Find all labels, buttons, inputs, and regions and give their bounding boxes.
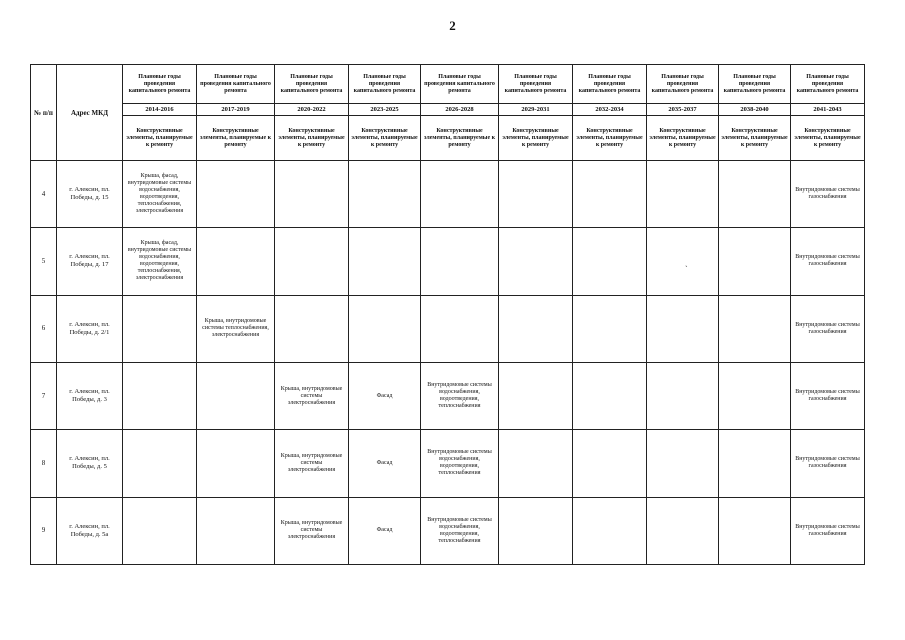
- header-period: 2032-2034: [573, 104, 647, 116]
- table-cell: Внутридомовые системы газоснабжения: [791, 430, 865, 497]
- table-cell: [499, 228, 573, 295]
- header-elements: Конструктивные элементы, планируемые к ремонту: [647, 116, 719, 161]
- table-cell: Внутридомовые системы газоснабжения: [791, 295, 865, 362]
- header-elements: Конструктивные элементы, планируемые к ремонту: [421, 116, 499, 161]
- table-cell: Внутридомовые системы газоснабжения: [791, 497, 865, 564]
- table-cell: Крыша, внутридомовые системы теплоснабжения, электроснабжения: [197, 295, 275, 362]
- table-cell: [647, 295, 719, 362]
- table-cell: Фасад: [349, 362, 421, 429]
- table-cell: [499, 497, 573, 564]
- table-cell: [123, 430, 197, 497]
- table-cell: Крыша, внутридомовые системы электроснабжения: [275, 430, 349, 497]
- header-plan-years: Плановые годы проведения капитального ремонта: [349, 65, 421, 104]
- table-cell: [275, 295, 349, 362]
- header-number: № п/п: [31, 65, 57, 161]
- table-cell: [647, 161, 719, 228]
- header-period: 2023-2025: [349, 104, 421, 116]
- table-cell: Внутридомовые системы водоснабжения, водоотведения, теплоснабжения: [421, 497, 499, 564]
- header-elements: Конструктивные элементы, планируемые к ремонту: [499, 116, 573, 161]
- table-cell: [349, 161, 421, 228]
- table-cell: [719, 228, 791, 295]
- header-row-periods: [31, 104, 865, 116]
- table-cell: [719, 295, 791, 362]
- header-row-elements: [31, 116, 865, 161]
- header-period: 2014-2016: [123, 104, 197, 116]
- table-cell: Крыша, внутридомовые системы электроснабжения: [275, 497, 349, 564]
- table-cell: [275, 161, 349, 228]
- table-cell: Внутридомовые системы водоснабжения, водоотведения, теплоснабжения: [421, 430, 499, 497]
- scan-speck: ˎ: [685, 258, 688, 267]
- row-number: 5: [31, 228, 57, 295]
- table-cell: [719, 497, 791, 564]
- table-cell: [197, 362, 275, 429]
- row-number: 9: [31, 497, 57, 564]
- header-plan-years: Плановые годы проведения капитального ремонта: [421, 65, 499, 104]
- table-row: [31, 430, 865, 497]
- table-cell: [499, 362, 573, 429]
- table-cell: [197, 161, 275, 228]
- header-period: 2038-2040: [719, 104, 791, 116]
- table-cell: [647, 362, 719, 429]
- table-cell: Внутридомовые системы водоснабжения, водоотведения, теплоснабжения: [421, 362, 499, 429]
- table-cell: [573, 362, 647, 429]
- table-cell: [719, 362, 791, 429]
- page-number: 2: [449, 18, 456, 33]
- header-elements: Конструктивные элементы, планируемые к ремонту: [197, 116, 275, 161]
- header-plan-years: Плановые годы проведения капитального ремонта: [275, 65, 349, 104]
- row-address: г. Алексин, пл. Победы, д. 5а: [57, 497, 123, 564]
- table-cell: [421, 161, 499, 228]
- header-period: 2029-2031: [499, 104, 573, 116]
- header-period: 2026-2028: [421, 104, 499, 116]
- table-row: [31, 295, 865, 362]
- table-cell: [499, 295, 573, 362]
- table-cell: [499, 430, 573, 497]
- table-cell: [499, 161, 573, 228]
- table-cell: Крыша, фасад, внутридомовые системы водоснабжения, водоотведения, теплоснабжения, электроснабжения: [123, 228, 197, 295]
- row-number: 4: [31, 161, 57, 228]
- table-cell: [123, 497, 197, 564]
- header-elements: Конструктивные элементы, планируемые к ремонту: [573, 116, 647, 161]
- repair-schedule-table: [30, 64, 865, 565]
- table-cell: [421, 228, 499, 295]
- header-plan-years: Плановые годы проведения капитального ремонта: [499, 65, 573, 104]
- header-plan-years: Плановые годы проведения капитального ремонта: [573, 65, 647, 104]
- header-elements: Конструктивные элементы, планируемые к ремонту: [349, 116, 421, 161]
- table-row: [31, 161, 865, 228]
- table-cell: Фасад: [349, 430, 421, 497]
- table-cell: [123, 362, 197, 429]
- header-elements: Конструктивные элементы, планируемые к ремонту: [123, 116, 197, 161]
- header-plan-years: Плановые годы проведения капитального ремонта: [197, 65, 275, 104]
- header-row-plan: [31, 65, 865, 104]
- header-address: Адрес МКД: [57, 65, 123, 161]
- header-plan-years: Плановые годы проведения капитального ремонта: [719, 65, 791, 104]
- header-elements: Конструктивные элементы, планируемые к ремонту: [719, 116, 791, 161]
- table-cell: [647, 430, 719, 497]
- table-cell: [573, 161, 647, 228]
- header-plan-years: Плановые годы проведения капитального ремонта: [123, 65, 197, 104]
- table-cell: [647, 497, 719, 564]
- row-address: г. Алексин, пл. Победы, д. 5: [57, 430, 123, 497]
- table-cell: [573, 497, 647, 564]
- table-cell: [197, 430, 275, 497]
- table-cell: [349, 295, 421, 362]
- table-cell: [197, 228, 275, 295]
- table-cell: [123, 295, 197, 362]
- header-period: 2041-2043: [791, 104, 865, 116]
- row-address: г. Алексин, пл. Победы, д. 3: [57, 362, 123, 429]
- table-cell: Фасад: [349, 497, 421, 564]
- table-cell: [647, 228, 719, 295]
- row-address: г. Алексин, пл. Победы, д. 2/1: [57, 295, 123, 362]
- table-row: [31, 497, 865, 564]
- table-cell: Внутридомовые системы газоснабжения: [791, 161, 865, 228]
- table-cell: Внутридомовые системы газоснабжения: [791, 228, 865, 295]
- table-cell: [719, 161, 791, 228]
- table-cell: Внутридомовые системы газоснабжения: [791, 362, 865, 429]
- table-cell: [719, 430, 791, 497]
- header-period: 2020-2022: [275, 104, 349, 116]
- table-row: [31, 362, 865, 429]
- table-cell: [275, 228, 349, 295]
- header-period: 2017-2019: [197, 104, 275, 116]
- table-cell: [349, 228, 421, 295]
- table-cell: [573, 228, 647, 295]
- row-number: 6: [31, 295, 57, 362]
- header-period: 2035-2037: [647, 104, 719, 116]
- row-address: г. Алексин, пл. Победы, д. 17: [57, 228, 123, 295]
- table-cell: [573, 295, 647, 362]
- header-elements: Конструктивные элементы, планируемые к ремонту: [275, 116, 349, 161]
- table-cell: Крыша, внутридомовые системы электроснабжения: [275, 362, 349, 429]
- row-address: г. Алексин, пл. Победы, д. 15: [57, 161, 123, 228]
- row-number: 7: [31, 362, 57, 429]
- table-cell: Крыша, фасад, внутридомовые системы водоснабжения, водоотведения, теплоснабжения, электроснабжения: [123, 161, 197, 228]
- table-row: [31, 228, 865, 295]
- table-cell: [197, 497, 275, 564]
- header-plan-years: Плановые годы проведения капитального ремонта: [647, 65, 719, 104]
- header-elements: Конструктивные элементы, планируемые к ремонту: [791, 116, 865, 161]
- table-cell: [573, 430, 647, 497]
- table-cell: [421, 295, 499, 362]
- row-number: 8: [31, 430, 57, 497]
- header-plan-years: Плановые годы проведения капитального ремонта: [791, 65, 865, 104]
